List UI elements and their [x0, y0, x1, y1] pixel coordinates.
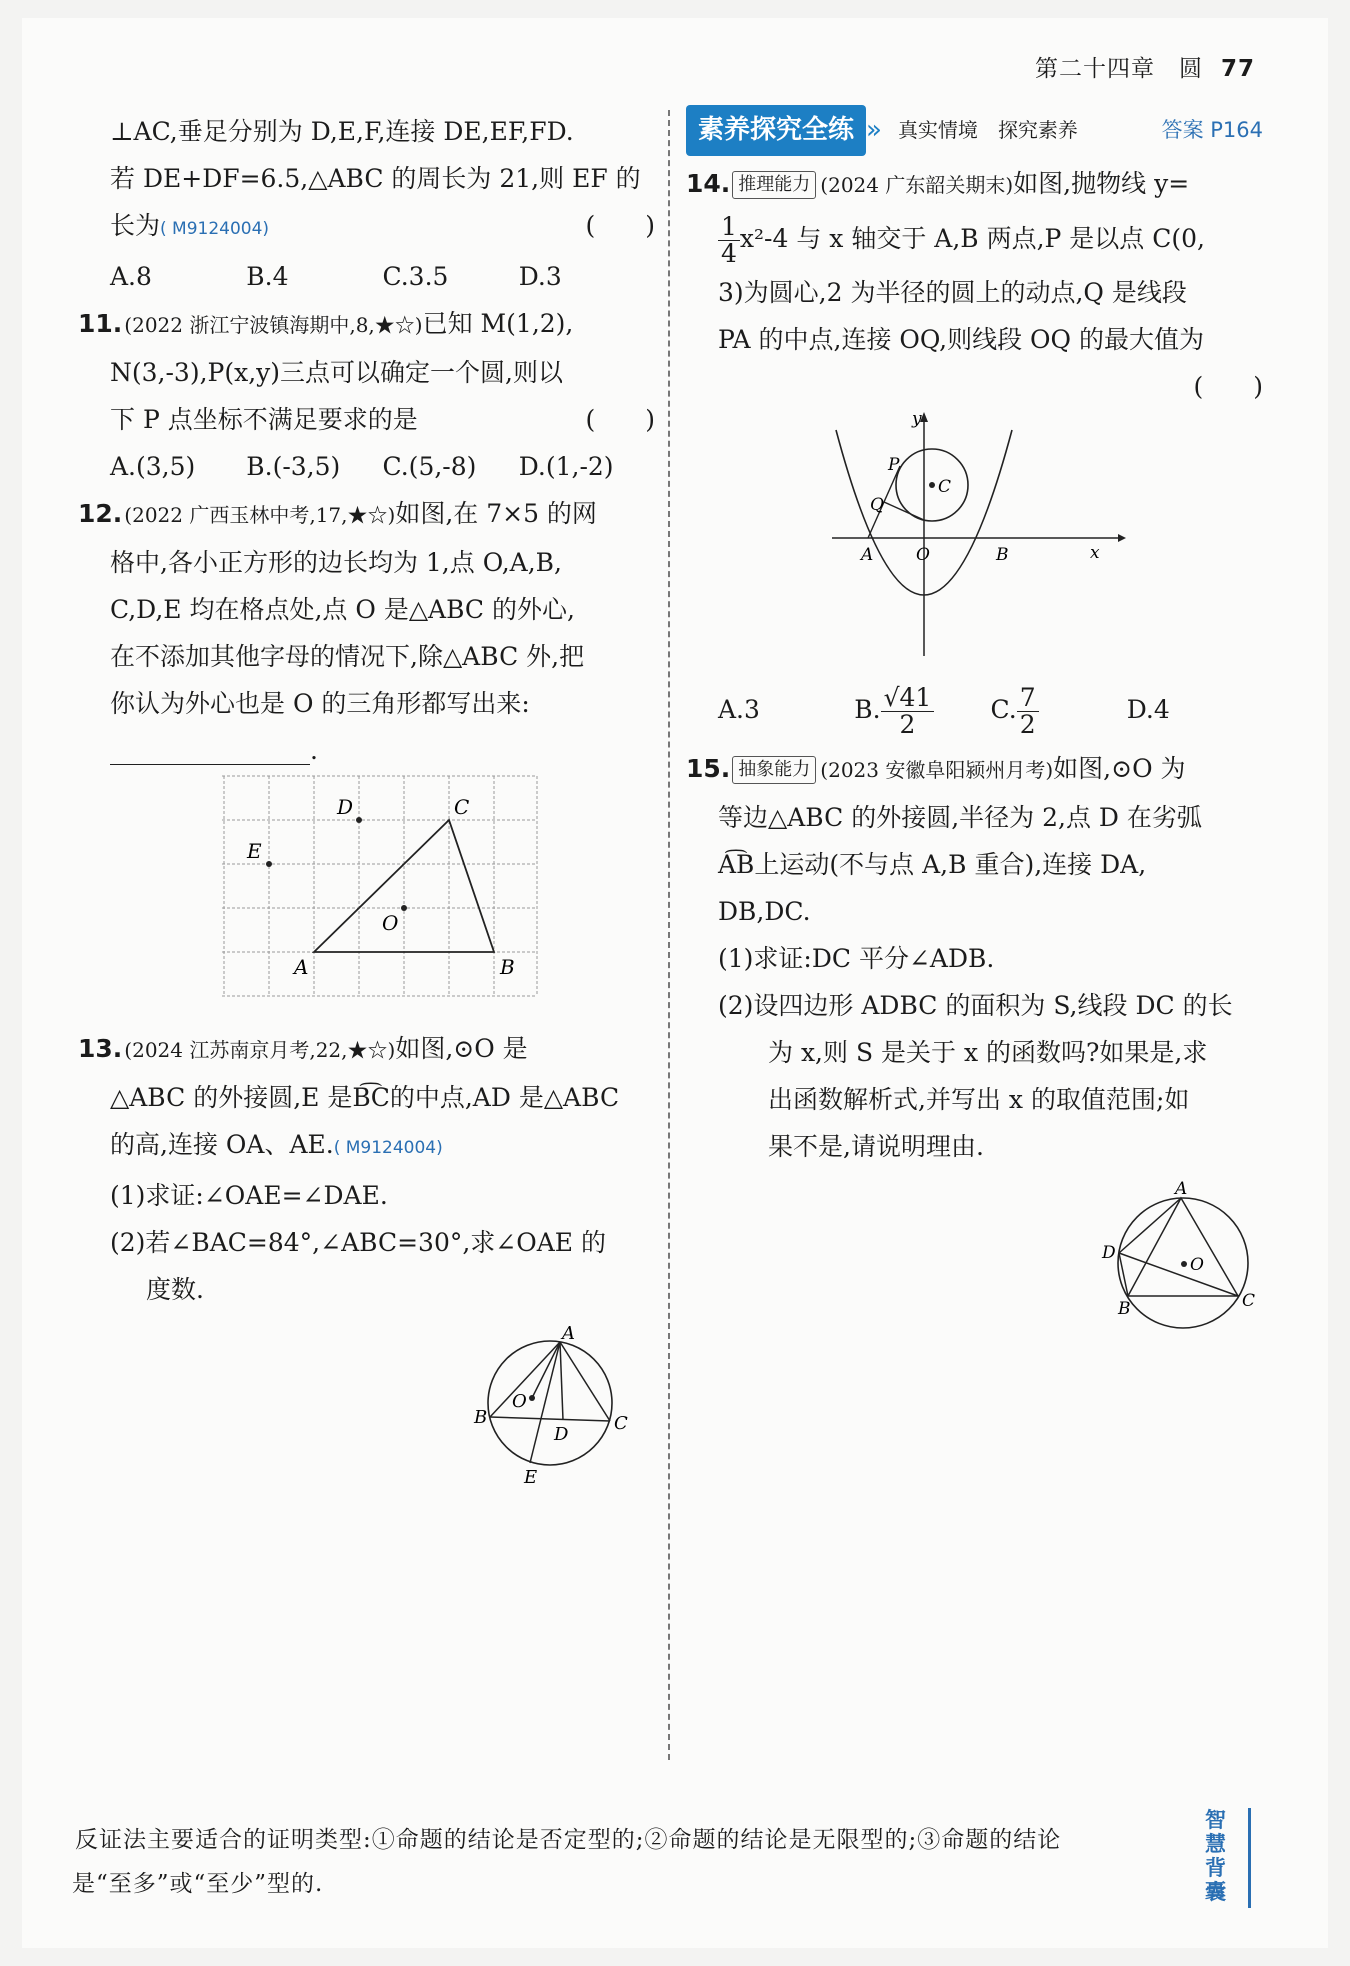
- label-b: B: [474, 1407, 488, 1428]
- q15-skill-tag: 抽象能力: [732, 756, 816, 784]
- q15-line1-text: 如图,⊙O 为: [1053, 754, 1186, 783]
- q12-line5: 你认为外心也是 O 的三角形都写出来:: [110, 689, 530, 718]
- label-y: y: [912, 410, 922, 429]
- point-o: [401, 905, 407, 911]
- q13-source: (2024 江苏南京月考,22,★☆): [124, 1038, 396, 1062]
- q13-part2a: (2)若∠BAC=84°,∠ABC=30°,求∠OAE 的: [110, 1228, 606, 1257]
- center-o: [529, 1395, 535, 1401]
- q15-line2: 等边△ABC 的外接圆,半径为 2,点 D 在劣弧: [718, 803, 1202, 832]
- q13-code: ( M9124004): [333, 1138, 443, 1158]
- chapter-title: 第二十四章 圆: [1034, 56, 1203, 82]
- q11-answer-paren: ( ): [585, 405, 655, 434]
- label-e: E: [524, 1467, 538, 1488]
- x-axis-arrow: [1118, 534, 1126, 542]
- q13-part2b: 度数.: [146, 1275, 204, 1304]
- q11-line1-text: 已知 M(1,2),: [422, 309, 574, 338]
- q10-code: ( M9124004): [160, 219, 270, 239]
- question-15: [686, 745, 1263, 1358]
- question-10: [110, 108, 655, 300]
- q14-source: (2024 广东韶关期末): [820, 173, 1014, 197]
- q13-number: 13.: [78, 1034, 123, 1063]
- grid-lines: [222, 776, 537, 996]
- q11-number: 11.: [78, 309, 123, 338]
- opt-c-den: 2: [1019, 710, 1036, 739]
- q15-line3: A͡B上运动(不与点 A,B 重合),连接 DA,: [718, 850, 1147, 879]
- q10-line3-text: 长为: [110, 211, 161, 240]
- fraction-quarter: [718, 214, 740, 267]
- side-tag: 智慧背囊: [1205, 1808, 1226, 1904]
- footer-tip: [72, 1818, 1185, 1906]
- q10-line2: 若 DE+DF=6.5,△ABC 的周长为 21,则 EF 的: [110, 164, 641, 193]
- q15-line4: DB,DC.: [718, 897, 811, 926]
- q15-source: (2023 安徽阜阳颍州月考): [820, 758, 1054, 782]
- side-bar: [1248, 1808, 1251, 1908]
- label-o: O: [1190, 1255, 1204, 1275]
- q15-part2c: 出函数解析式,并写出 x 的取值范围;如: [768, 1085, 1190, 1114]
- q14-line1-text: 如图,抛物线 y=: [1013, 169, 1190, 198]
- opt-b-den: 2: [899, 710, 916, 739]
- q12-answer-blank: ________________.: [110, 736, 318, 765]
- q14-options: [718, 675, 1263, 745]
- center-o: [1181, 1261, 1187, 1267]
- question-12: [78, 490, 655, 1019]
- q13-circle-figure: [450, 1323, 650, 1498]
- label-b: B: [500, 955, 515, 979]
- q12-line2: 格中,各小正方形的边长均为 1,点 O,A,B,: [110, 548, 562, 577]
- footer-line2: 是“至多”或“至少”型的.: [72, 1871, 324, 1897]
- q14-option-a: A.3: [718, 695, 760, 724]
- label-o: O: [382, 911, 399, 935]
- q14-paren-line: [718, 363, 1263, 410]
- q11-line3-text: 下 P 点坐标不满足要求的是: [110, 405, 418, 434]
- q15-line1: [686, 745, 1263, 794]
- point-c: [929, 482, 935, 488]
- q14-line3: 3)为圆心,2 为半径的圆上的动点,Q 是线段: [718, 278, 1187, 307]
- q13-line3: [110, 1121, 655, 1172]
- q12-source: (2022 广西玉林中考,17,★☆): [124, 503, 396, 527]
- answer-reference: 答案 P164: [1161, 117, 1263, 142]
- q15-circle-figure: [1088, 1178, 1288, 1343]
- label-x: x: [1090, 543, 1100, 563]
- question-11: [78, 300, 655, 490]
- q10-option-b: B.4: [246, 262, 289, 291]
- q10-option-a: A.8: [110, 262, 152, 291]
- circle-o: [488, 1341, 612, 1465]
- column-divider: [668, 110, 670, 1760]
- label-c: C: [1242, 1291, 1256, 1311]
- q15-lines: [1119, 1198, 1238, 1296]
- q11-option-d: D.(1,-2): [518, 452, 614, 481]
- label-e: E: [247, 839, 262, 863]
- q12-line3: C,D,E 均在格点处,点 O 是△ABC 的外心,: [110, 595, 575, 624]
- q14-line4: PA 的中点,连接 OQ,则线段 OQ 的最大值为: [718, 325, 1204, 354]
- label-b: B: [996, 545, 1009, 565]
- opt-b-num: √41: [881, 685, 935, 712]
- q14-option-c-frac: [1017, 685, 1039, 738]
- label-c: C: [614, 1413, 628, 1434]
- q14-number: 14.: [686, 169, 731, 198]
- q11-line3: [110, 396, 655, 443]
- label-p: P: [888, 455, 900, 475]
- q11-option-b: B.(-3,5): [246, 452, 341, 481]
- banner-title: 素养探究全练: [686, 105, 866, 156]
- q14-parabola-figure: [828, 410, 1128, 660]
- label-c: C: [454, 795, 470, 819]
- point-d: [356, 817, 362, 823]
- q15-part2b: 为 x,则 S 是关于 x 的函数吗?如果是,求: [768, 1038, 1208, 1067]
- label-a: A: [294, 955, 309, 979]
- q15-part1: (1)求证:DC 平分∠ADB.: [718, 944, 995, 973]
- q10-answer-paren: ( ): [585, 211, 655, 240]
- q13-line2: △ABC 的外接圆,E 是B͡C的中点,AD 是△ABC: [110, 1083, 620, 1112]
- q14-option-b-frac: [881, 685, 935, 738]
- q11-option-c: C.(5,-8): [382, 452, 477, 481]
- label-a: A: [1175, 1179, 1188, 1199]
- q14-answer-paren: ( ): [1193, 372, 1263, 401]
- q12-line1-text: 如图,在 7×5 的网: [395, 499, 597, 528]
- banner-sub2: 探究素养: [997, 117, 1078, 142]
- q10-option-d: D.3: [518, 262, 562, 291]
- frac-num: 1: [718, 214, 740, 241]
- right-column: [686, 108, 1263, 1358]
- opt-c-num: 7: [1017, 685, 1039, 712]
- q15-part2d: 果不是,请说明理由.: [768, 1132, 984, 1161]
- page-header: [1035, 50, 1255, 83]
- q14-skill-tag: 推理能力: [732, 171, 816, 199]
- label-d: D: [1102, 1243, 1116, 1263]
- q14-option-d: D.4: [1126, 695, 1170, 724]
- q14-option-b: [854, 675, 990, 745]
- banner-sub1: 真实情境: [897, 117, 978, 142]
- q10-line3: [110, 202, 655, 253]
- q10-option-c: C.3.5: [382, 262, 449, 291]
- label-c: C: [938, 477, 952, 497]
- q12-number: 12.: [78, 499, 123, 528]
- label-o: O: [512, 1391, 527, 1412]
- chevron-right-icon: »: [866, 114, 882, 145]
- q13-line3-text: 的高,连接 OA、AE.: [110, 1130, 334, 1159]
- q11-option-a: A.(3,5): [110, 452, 196, 481]
- q11-options: [110, 443, 655, 490]
- label-o: O: [916, 545, 930, 565]
- q14-option-b-prefix: B.: [854, 695, 881, 724]
- page-number: 77: [1220, 56, 1255, 82]
- q13-lines: [490, 1342, 610, 1463]
- q15-number: 15.: [686, 754, 731, 783]
- label-a: A: [861, 545, 874, 565]
- label-d: D: [554, 1424, 569, 1445]
- q11-source: (2022 浙江宁波镇海期中,8,★☆): [124, 313, 423, 337]
- question-14: [686, 160, 1263, 745]
- q12-line4: 在不添加其他字母的情况下,除△ABC 外,把: [110, 642, 585, 671]
- frac-den: 4: [721, 239, 737, 268]
- q12-line1: [78, 490, 655, 539]
- label-d: D: [337, 795, 354, 819]
- label-q: Q: [870, 495, 884, 515]
- label-b: B: [1118, 1299, 1131, 1319]
- q14-option-c-prefix: C.: [990, 695, 1017, 724]
- label-a: A: [562, 1323, 575, 1344]
- q14-line1: [686, 160, 1263, 209]
- left-column: [78, 108, 655, 1513]
- q10-options: [110, 253, 655, 300]
- q14-line2-text: x²-4 与 x 轴交于 A,B 两点,P 是以点 C(0,: [739, 224, 1205, 253]
- q13-line1: [78, 1025, 655, 1074]
- q11-line2: N(3,-3),P(x,y)三点可以确定一个圆,则以: [110, 358, 563, 387]
- footer-line1: 反证法主要适合的证明类型:①命题的结论是否定型的;②命题的结论是无限型的;③命题的结论: [75, 1827, 1062, 1853]
- q13-line1-text: 如图,⊙O 是: [395, 1034, 528, 1063]
- point-e: [266, 861, 272, 867]
- q15-part2a: (2)设四边形 ADBC 的面积为 S,线段 DC 的长: [718, 991, 1233, 1020]
- question-13: [78, 1025, 655, 1513]
- q14-line2: [718, 209, 1263, 269]
- q10-line1: ⊥AC,垂足分别为 D,E,F,连接 DE,EF,FD.: [110, 117, 574, 146]
- q13-part1: (1)求证:∠OAE=∠DAE.: [110, 1181, 388, 1210]
- section-banner: [686, 108, 1263, 152]
- q14-option-c: [991, 675, 1127, 745]
- q11-line1: [78, 300, 655, 349]
- q12-grid-figure: [222, 774, 542, 1004]
